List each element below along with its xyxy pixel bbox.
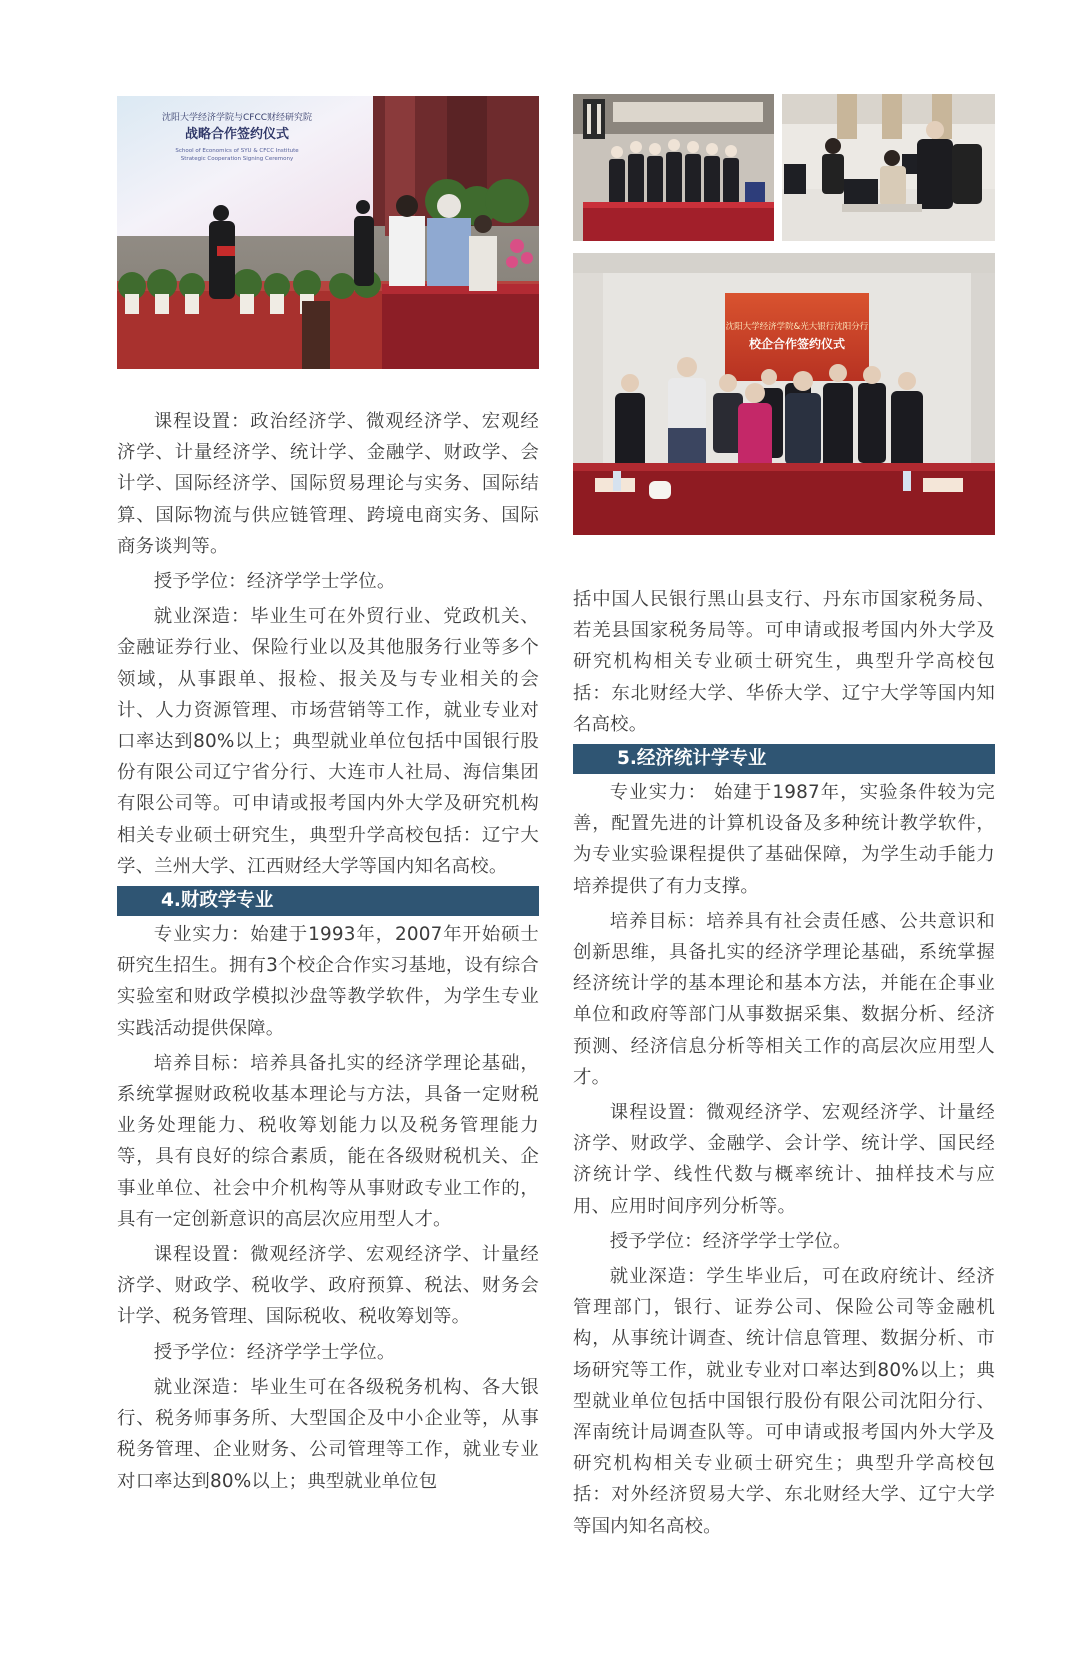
photo-signing-ceremony-cfcc: [117, 96, 539, 369]
photo-group-students: [573, 94, 774, 241]
photo-signing-ceremony-cfcc-image: [117, 96, 539, 369]
photo-row-top: [573, 94, 995, 241]
left-degree-paragraph: 授予学位：经济学学士学位。: [153, 571, 396, 593]
finance-career-paragraph: 就业深造：毕业生可在各级税务机构、各大银行、税务师事务所、大型国企及中小企业等，从事税务管理、企业财务、公司管理等工作，就业专业对口率达到80%以上；典型就业单位包: [117, 1376, 539, 1492]
left-career-paragraph: 就业深造：毕业生可在外贸行业、党政机关、金融证券行业、保险行业以及其他服务行业等多个领域，从事跟单、报检、报关及与专业相关的会计、人力资源管理、市场营销等工作，就业专业对口率达到80%以上；典型就业单位包括中国银行股份有限公司辽宁省分行、大连市人社局、海信集团有限公司等。可申请或报考国内外大学及研究机构相关专业硕士研究生，典型升学高校包括：辽宁大学、兰州大学、江西财经大学等国内知名高校。: [117, 606, 539, 877]
bank-banner-line-2: 校企合作签约仪式: [748, 337, 846, 351]
photo-signing-ceremony-bank: [573, 253, 995, 535]
stats-degree-paragraph: 授予学位：经济学学士学位。: [609, 1230, 852, 1252]
left-column: [117, 96, 539, 1497]
photo-group-students-image: [573, 94, 774, 241]
stats-goal-paragraph: 培养目标：培养具有社会责任感、公共意识和创新思维，具备扎实的经济学理论基础，系统掌握经济统计学的基本理论和基本方法，并能在企事业单位和政府等部门从事数据采集、数据分析、经济预测、经济信息分析等相关工作的高层次应用型人才。: [573, 910, 995, 1088]
photo-signing-ceremony-bank-image: [573, 253, 995, 535]
right-continued-paragraph: 括中国人民银行黑山县支行、丹东市国家税务局、若羌县国家税务局等。可申请或报考国内外大学及研究机构相关专业硕士研究生，典型升学高校包括：东北财经大学、华侨大学、辽宁大学等国内知名高校。: [573, 589, 995, 735]
bank-banner-line-1: 沈阳大学经济学院&光大银行沈阳分行: [725, 322, 869, 332]
right-column: [573, 94, 995, 1542]
finance-degree-paragraph: 授予学位：经济学学士学位。: [153, 1341, 396, 1363]
stats-career-paragraph: 就业深造：学生毕业后，可在政府统计、经济管理部门，银行、证券公司、保险公司等金融机构，从事统计调查、统计信息管理、数据分析、市场研究等工作，就业专业对口率达到80%以上；典型就业单位包括中国银行股份有限公司沈阳分行、浑南统计局调查队等。可申请或报考国内外大学及研究机构相关专业硕士研究生；典型升学高校包括：对外经济贸易大学、东北财经大学、辽宁大学等国内知名高校。: [573, 1266, 995, 1537]
stats-courses-paragraph: 课程设置：微观经济学、宏观经济学、计量经济学、财政学、金融学、会计学、统计学、国民经济统计学、线性代数与概率统计、抽样技术与应用、应用时间序列分析等。: [573, 1102, 995, 1217]
photo-computer-lab-image: [782, 94, 995, 241]
banner-line-3: School of Economics of SYU & CFCC Institute: [175, 148, 299, 154]
stats-strength-paragraph: 专业实力： 始建于1987年，实验条件较为完善，配置先进的计算机设备及多种统计教学软件，为专业实验课程提供了基础保障，为学生动手能力培养提供了有力支撑。: [573, 782, 995, 897]
finance-strength-paragraph: 专业实力：始建于1993年，2007年开始硕士研究生招生。拥有3个校企合作实习基地，设有综合实验室和财政学模拟沙盘等教学软件，为学生专业实践活动提供保障。: [117, 924, 539, 1039]
photo-computer-lab: [782, 94, 995, 241]
banner-line-1: 沈阳大学经济学院与CFCC财经研究院: [161, 113, 313, 123]
finance-goal-paragraph: 培养目标：培养具备扎实的经济学理论基础，系统掌握财政税收基本理论与方法，具备一定财税业务处理能力、税收筹划能力以及税务管理能力等，具有良好的综合素质，能在各级财税机关、企事业单位、社会中介机构等从事财政专业工作的，具有一定创新意识的高层次应用型人才。: [117, 1052, 539, 1230]
banner-line-2: 战略合作签约仪式: [184, 127, 290, 142]
left-courses-paragraph: 课程设置：政治经济学、微观经济学、宏观经济学、计量经济学、统计学、金融学、财政学、会计学、国际经济学、国际贸易理论与实务、国际结算、国际物流与供应链管理、跨境电商实务、国际商务谈判等。: [117, 411, 539, 557]
finance-courses-paragraph: 课程设置：微观经济学、宏观经济学、计量经济学、财政学、税收学、政府预算、税法、财务会计学、税务管理、国际税收、税收筹划等。: [117, 1244, 539, 1328]
section-heading-economic-statistics: 5.经济统计学专业: [573, 744, 995, 774]
banner-line-4: Strategic Cooperation Signing Ceremony: [180, 156, 294, 162]
section-heading-public-finance: 4.财政学专业: [117, 886, 539, 916]
